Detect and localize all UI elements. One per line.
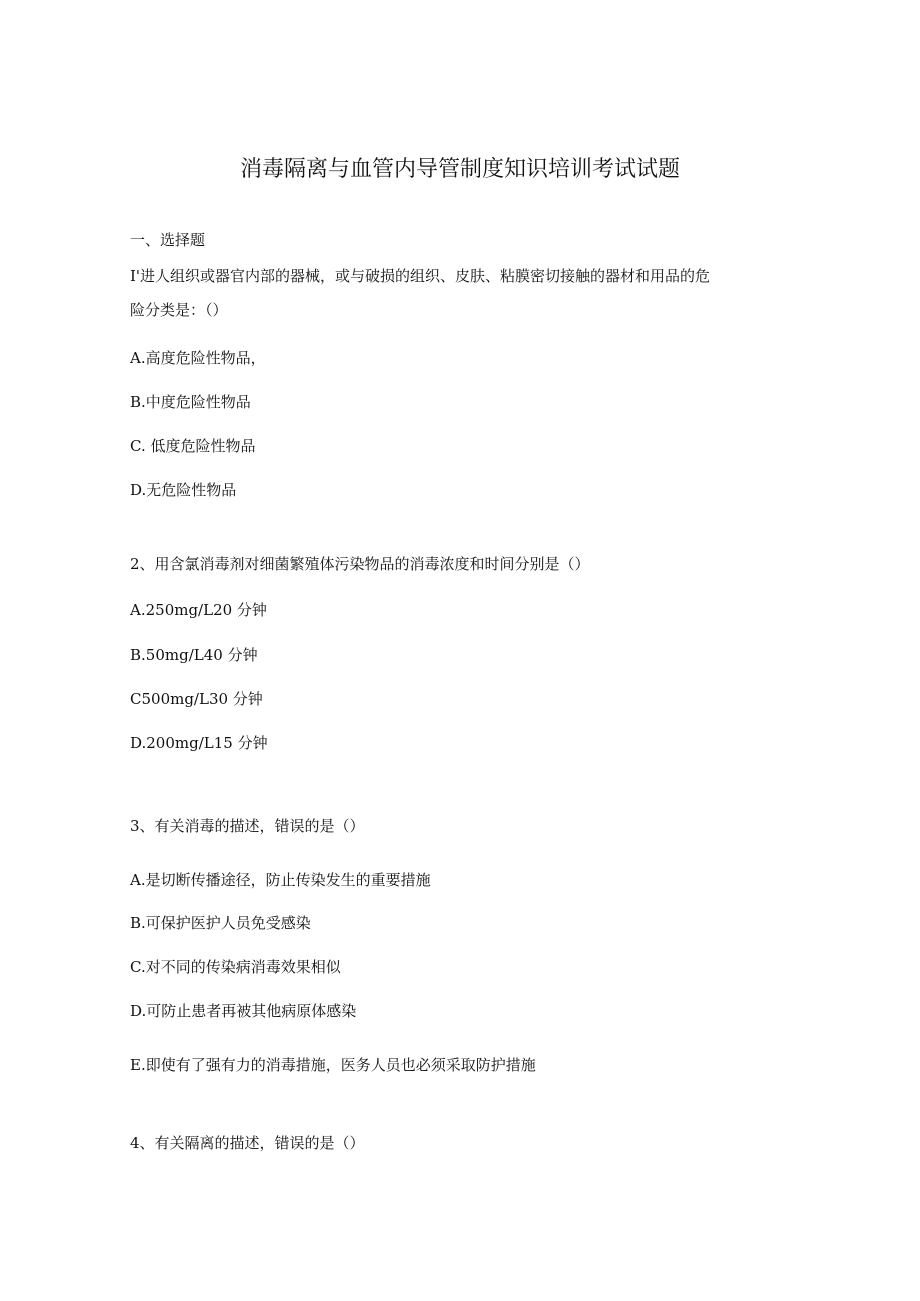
section-heading: 一、选择题 xyxy=(130,231,206,249)
q2-option-b: B.50mg/L40 分钟 xyxy=(130,646,258,664)
q2-option-a: A.250mg/L20 分钟 xyxy=(130,601,267,619)
q3-option-d: D.可防止患者再被其他病原体感染 xyxy=(130,1002,357,1020)
q2-option-c: C500mg/L30 分钟 xyxy=(130,690,263,708)
q3-option-c: C.对不同的传染病消毒效果相似 xyxy=(130,958,341,976)
q2-option-d: D.200mg/L15 分钟 xyxy=(130,734,268,752)
q1-option-a: A.高度危险性物品， xyxy=(130,349,266,367)
q3-option-a: A.是切断传播途径，防止传染发生的重要措施 xyxy=(130,871,431,889)
question-4-text: 4、有关隔离的描述，错误的是（） xyxy=(130,1134,365,1152)
q1-option-d: D.无危险性物品 xyxy=(130,481,237,499)
question-1-text-cont: 险分类是：（） xyxy=(130,301,228,319)
question-1-text: I'进人组织或器官内部的器械，或与破损的组织、皮肤、粘膜密切接触的器材和用品的危 xyxy=(130,267,711,285)
question-2-text: 2、用含氯消毒剂对细菌繁殖体污染物品的消毒浓度和时间分别是（） xyxy=(130,555,590,573)
question-3-text: 3、有关消毒的描述，错误的是（） xyxy=(130,817,365,835)
q3-option-b: B.可保护医护人员免受感染 xyxy=(130,914,311,932)
q3-option-e: E.即使有了强有力的消毒措施，医务人员也必须采取防护措施 xyxy=(130,1056,536,1074)
q1-option-b: B.中度危险性物品 xyxy=(130,393,251,411)
q1-option-c: C. 低度危险性物品 xyxy=(130,437,256,455)
document-title: 消毒隔离与血管内导管制度知识培训考试试题 xyxy=(239,157,680,182)
